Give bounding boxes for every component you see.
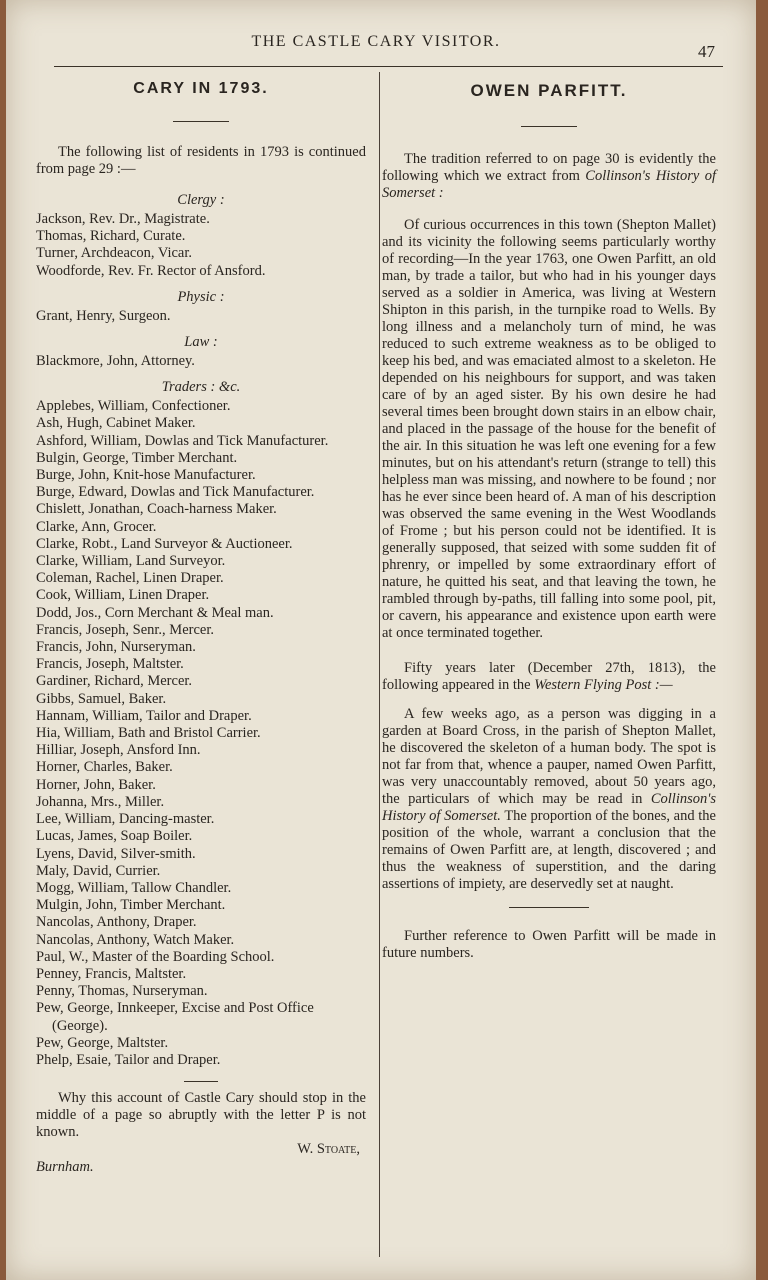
resident-entry: Bulgin, George, Timber Merchant. bbox=[36, 449, 238, 466]
right-section-title: OWEN PARFITT. bbox=[470, 81, 628, 100]
resident-entry: Blackmore, John, Attorney. bbox=[36, 353, 195, 370]
resident-entry: Gibbs, Samuel, Baker. bbox=[36, 690, 167, 707]
resident-entry: Applebes, William, Confectioner. bbox=[36, 398, 231, 415]
collinson-quote: Of curious occurrences in this town (Shepton Mallet) and its vicinity the following seems particularly worthy of recording—In the year 1763, one Owen Parfitt, an old man, by trade a tailor, but who had in his younger days served as a soldier in America, was living at Western Shipton in this parish, in the turnpike road to Wells. By long illness and a melancholy turn of mind, he was reduced to such extreme weakness as to be obliged to keep his bed, and was emaciated almost to a skeleton. He depended on his neighbours for support, and was taken care of by an aged sister. By his own desire he had several times been brought down stairs in an elbow chair, and placed in the passage of the house for the benefit of the air. In this situation he was left one evening for a few minutes, but on his attendant's return (strange to tell) this helpless man was missing, and nowhere to be found ; nor has he ever since been heard of. A man of his description was observed the same evening in the West Woodlands of Frome ; but his person could not be identified. It is generally supposed, that seized with some sudden fit of phrenry, or impelled by some extraordinary effort of nature, he quitted his seat, and that leaving the town, he rambled through by-paths, till falling into some pool, pit, or cavern, his appearance and existence upon earth were at once terminated together. bbox=[382, 217, 716, 641]
right-intro bbox=[382, 151, 716, 202]
page-number: 47 bbox=[698, 42, 715, 61]
resident-entry: Dodd, Jos., Corn Merchant & Meal man. bbox=[36, 604, 274, 621]
right-intro-text: The tradition referred to on page 30 is evidently the following which we extract from bbox=[382, 151, 716, 184]
resident-entry: Thomas, Richard, Curate. bbox=[36, 228, 186, 245]
left-closing-rule bbox=[184, 1081, 218, 1082]
resident-entry: Woodforde, Rev. Fr. Rector of Ansford. bbox=[36, 262, 266, 279]
resident-entry: Coleman, Rachel, Linen Draper. bbox=[36, 570, 224, 587]
header-rule bbox=[54, 66, 723, 67]
column-divider bbox=[379, 72, 380, 1257]
closing-note: Why this account of Castle Cary should stop in the middle of a page so abruptly with the letter P is not known. bbox=[36, 1090, 366, 1141]
signature bbox=[36, 1141, 366, 1158]
resident-entry: Clarke, Robt., Land Surveyor & Auctioneer. bbox=[36, 535, 293, 552]
intro-source: Collinson's History of Somerset : bbox=[382, 168, 716, 201]
resident-entry: Clarke, Ann, Grocer. bbox=[36, 518, 157, 535]
running-header: THE CASTLE CARY VISITOR. bbox=[251, 33, 501, 50]
page bbox=[6, 0, 756, 1280]
resident-entry: Lyens, David, Silver-smith. bbox=[36, 845, 196, 862]
section-heading: Clergy : bbox=[177, 192, 225, 208]
resident-entry: Johanna, Mrs., Miller. bbox=[36, 793, 165, 810]
section-heading: Traders : &c. bbox=[161, 379, 241, 396]
resident-entry: Clarke, William, Land Surveyor. bbox=[36, 553, 226, 570]
left-title-rule bbox=[173, 121, 229, 122]
resident-entry: Pew, George, Innkeeper, Excise and Post Office (George). bbox=[36, 1000, 314, 1034]
resident-entry: Paul, W., Master of the Boarding School. bbox=[36, 948, 275, 965]
quote2-part-b: The proportion of the bones, and the position of the whole, warrant a conclusion that the remains of Owen Parfitt are, at length, discovered ; and thus the weakness of superstition, and the daring assertions of impiety, are deservedly set at naught. bbox=[382, 808, 716, 892]
residents-list bbox=[36, 192, 366, 1069]
resident-entry: Jackson, Rev. Dr., Magistrate. bbox=[36, 211, 210, 227]
resident-entry: Francis, Joseph, Senr., Mercer. bbox=[36, 621, 214, 638]
resident-entry: Cook, William, Linen Draper. bbox=[36, 587, 210, 604]
resident-entry: Nancolas, Anthony, Draper. bbox=[36, 914, 197, 931]
resident-entry: Horner, Charles, Baker. bbox=[36, 759, 173, 776]
resident-entry: Mulgin, John, Timber Merchant. bbox=[36, 897, 226, 914]
later-intro bbox=[382, 660, 716, 694]
resident-entry: Grant, Henry, Surgeon. bbox=[36, 307, 171, 324]
resident-entry: Phelp, Esaie, Tailor and Draper. bbox=[36, 1051, 221, 1068]
signature-name: W. Stoate, bbox=[297, 1141, 360, 1158]
resident-entry: Ashford, William, Dowlas and Tick Manufacturer. bbox=[36, 432, 329, 449]
right-closing-rule bbox=[509, 907, 589, 908]
resident-entry: Lee, William, Dancing-master. bbox=[36, 811, 215, 828]
resident-entry: Burge, John, Knit-hose Manufacturer. bbox=[36, 467, 256, 484]
section-heading: Physic : bbox=[177, 288, 225, 305]
resident-entry: Gardiner, Richard, Mercer. bbox=[36, 673, 193, 690]
resident-entry: Mogg, William, Tallow Chandler. bbox=[36, 879, 232, 896]
western-flying-post-quote bbox=[382, 706, 716, 893]
right-title-rule bbox=[521, 126, 577, 127]
quote2-source: Collinson's History of Somerset. bbox=[382, 791, 716, 824]
signature-place: Burnham. bbox=[36, 1159, 94, 1176]
later-source: Western Flying Post :— bbox=[534, 677, 673, 693]
resident-entry: Ash, Hugh, Cabinet Maker. bbox=[36, 415, 196, 432]
resident-entry: Burge, Edward, Dowlas and Tick Manufacturer. bbox=[36, 484, 315, 501]
resident-entry: Hannam, William, Tailor and Draper. bbox=[36, 707, 252, 724]
resident-entry: Francis, Joseph, Maltster. bbox=[36, 656, 184, 673]
signature-place-line bbox=[36, 1159, 366, 1176]
resident-entry: Chislett, Jonathan, Coach-harness Maker. bbox=[36, 501, 277, 518]
later-intro-text: Fifty years later (December 27th, 1813), the following appeared in the bbox=[382, 660, 716, 693]
resident-entry: Hilliar, Joseph, Ansford Inn. bbox=[36, 742, 201, 759]
resident-entry: Maly, David, Currier. bbox=[36, 862, 161, 879]
resident-entry: Hia, William, Bath and Bristol Carrier. bbox=[36, 725, 261, 742]
resident-entry: Penny, Thomas, Nurseryman. bbox=[36, 983, 208, 1000]
section-heading: Law : bbox=[184, 334, 218, 351]
left-intro: The following list of residents in 1793 is continued from page 29 :— bbox=[36, 144, 366, 177]
left-column bbox=[36, 78, 366, 1176]
resident-entry: Nancolas, Anthony, Watch Maker. bbox=[36, 931, 235, 948]
resident-entry: Horner, John, Baker. bbox=[36, 776, 156, 793]
quote2-part-a: A few weeks ago, as a person was digging in a garden at Board Cross, in the parish of Shepton Mallet, he discovered the skeleton of a human body. The spot is not far from that, whence a pauper, named Owen Parfitt, was very unaccountably removed, about 50 years ago, the particulars of which may be read in bbox=[382, 706, 716, 807]
resident-entry: Lucas, James, Soap Boiler. bbox=[36, 828, 193, 845]
resident-entry: Pew, George, Maltster. bbox=[36, 1034, 169, 1051]
resident-entry: Turner, Archdeacon, Vicar. bbox=[36, 245, 192, 262]
resident-entry: Penney, Francis, Maltster. bbox=[36, 965, 187, 982]
right-column bbox=[382, 78, 716, 962]
footer-note: Further reference to Owen Parfitt will be made in future numbers. bbox=[382, 928, 716, 961]
resident-entry: Francis, John, Nurseryman. bbox=[36, 639, 196, 656]
left-section-title: CARY IN 1793. bbox=[133, 80, 269, 97]
